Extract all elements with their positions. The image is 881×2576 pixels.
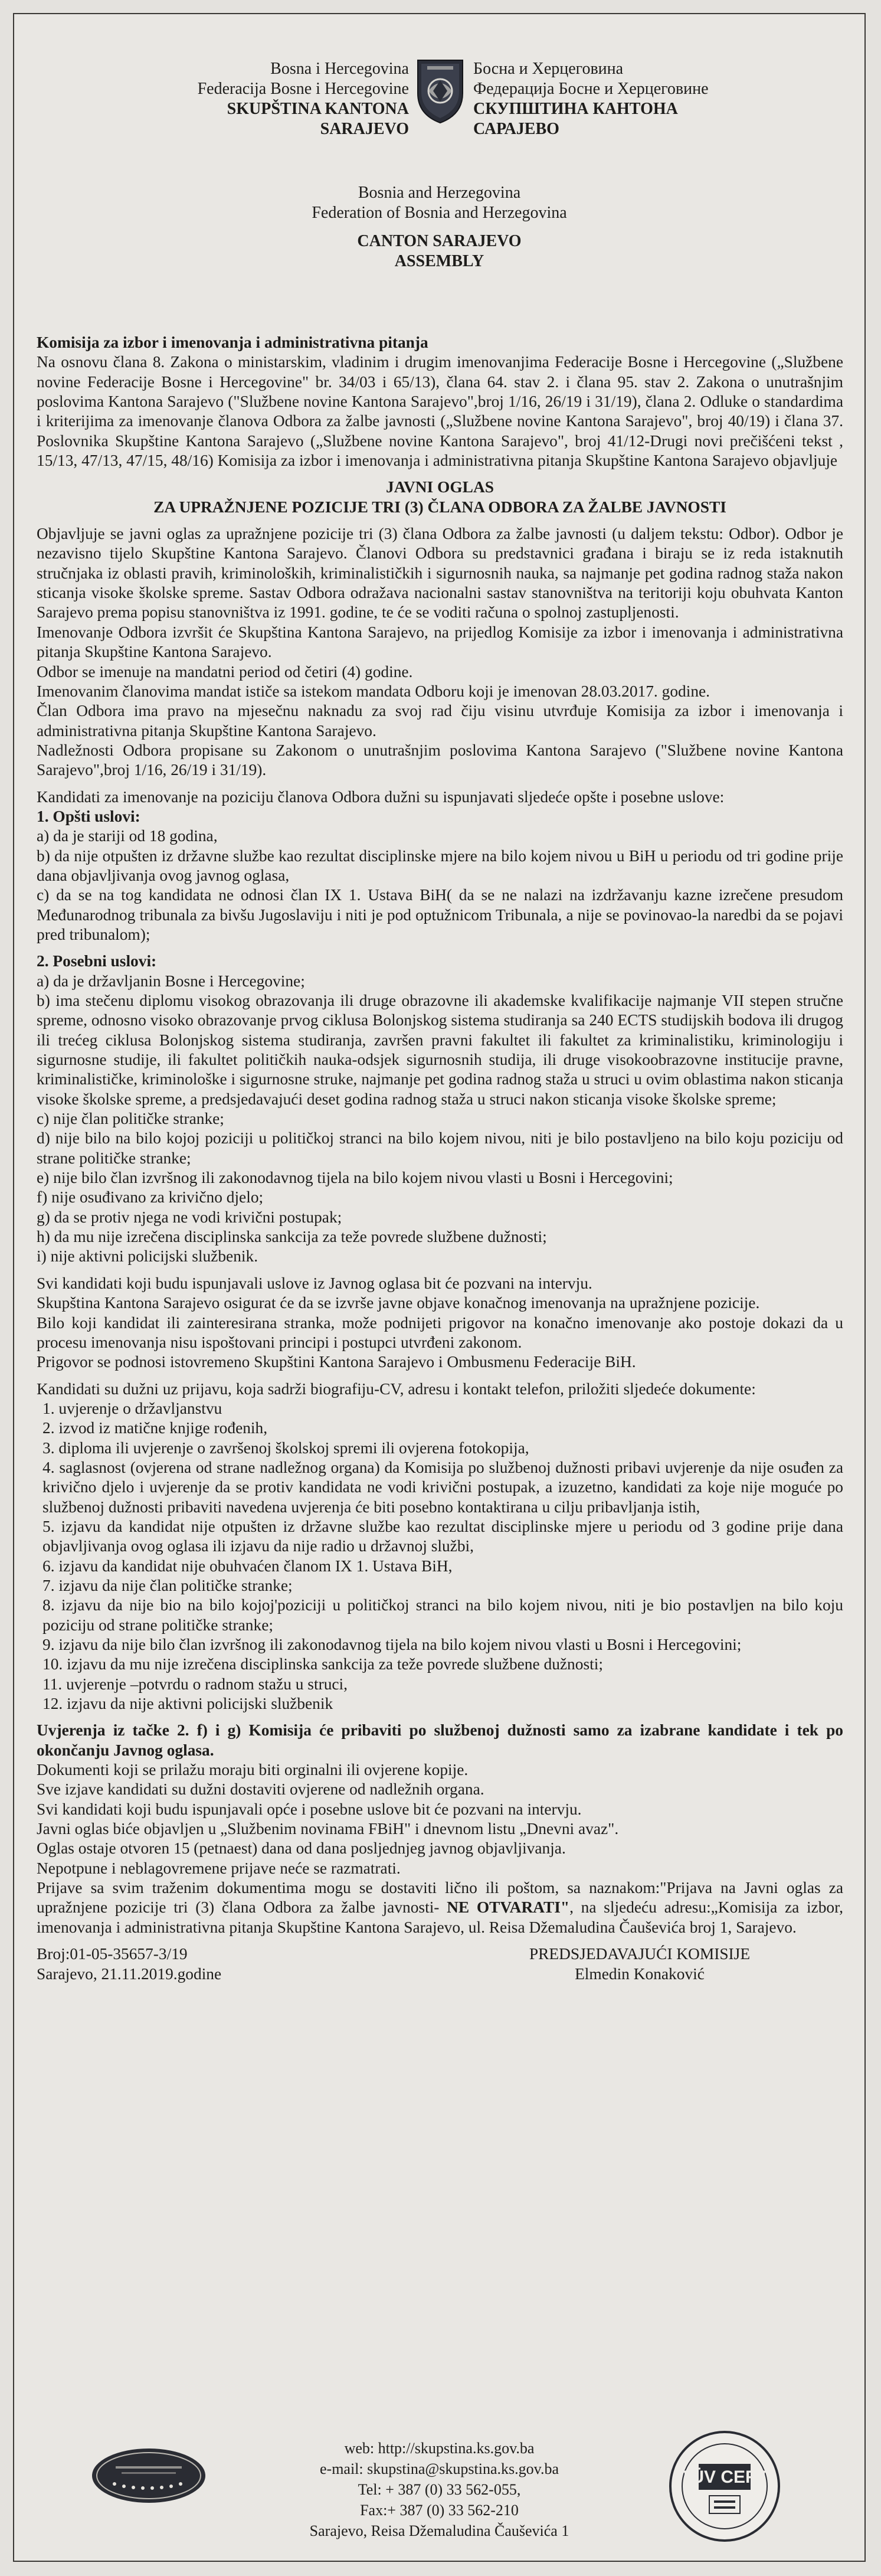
document-item: 9. izjavu da nije bilo član izvršnog ili zakonodavnog tijela na bilo kojem nivou vlasti u Bosni i Hercegovini; (42, 1636, 742, 1653)
do-not-open-notice: NE OTVARATI" (447, 1898, 570, 1917)
letterhead-cyrillic (473, 59, 709, 139)
legal-basis-paragraph: Na osnovu člana 8. Zakona o ministarskim, vladinim i drugim imenovanjima Federacije Bosne i Hercegovine („Službene novine Federacije Bosne i Hercegovine" br. 34/03 i 65/13), člana 64. stav 2. i člana 95. stav 2. Zakona o unutrašnjim poslovima Kantona Sarajevo ("Službene novine Kantona Sarajevo",broj 1/16, 26/19 i 31/19), člana 2. Odluke o standardima i kriterijima za imenovanje članova Odbora za žalbe javnosti („Službene novine Kantona Sarajevo", broj 40/19) i člana 37. Poslovnika Skupštine Kantona Sarajevo („Službene novine Kantona Sarajevo", broj 41/12-Drugi novi prečišćeni tekst , 15/13, 47/13, 47/15, 48/16) Komisija za izbor i imenovanja i administrativna pitanja Skupštine Kantona Sarajevo objavljuje (37, 353, 843, 470)
reference-number: Broj:01-05-35657-3/19 (37, 1945, 188, 1963)
email-link[interactable]: e-mail: skupstina@skupstina.ks.gov.ba (320, 2460, 559, 2477)
letterhead-line: Федерација Босне и Херцеговине (473, 80, 709, 98)
paragraph: Odbor se imenuje na mandatni period od četiri (4) godine. (37, 662, 413, 681)
letterhead-line: CANTON SARAJEVO (357, 232, 522, 250)
paragraph: Nadležnosti Odbora propisane su Zakonom o unutrašnjim poslovima Kantona Sarajevo ("Službene novine Kantona Sarajevo",broj 1/16, 26/19 i 31/19). (37, 741, 843, 779)
letterhead-line: Босна и Херцеговина (473, 60, 624, 78)
document-item: 8. izjavu da nije bio na bilo kojoj'poziciji u političkoj stranci na bilo kojem nivou, niti je bio postavljen na bilo koju poziciju od strane političke stranke; (42, 1596, 843, 1634)
document-item: 12. izjavu da nije aktivni policijski službenik (42, 1695, 333, 1713)
document-item: 11. uvjerenje –potvrdu o radnom stažu u struci, (42, 1675, 348, 1693)
letterhead-line: Bosna i Hercegovina (270, 60, 409, 78)
list-item: f) nije osuđivano za krivično djelo; (37, 1188, 264, 1207)
list-item: h) da mu nije izrečena disciplinska sankcija za teže povrede službene dužnosti; (37, 1228, 547, 1246)
announcement-subtitle: ZA UPRAŽNJENE POZICIJE TRI (3) ČLANA ODBORA ZA ŽALBE JAVNOSTI (153, 498, 726, 516)
documents-intro: Kandidati su dužni uz prijavu, koja sadrži biografiju-CV, adresu i kontakt telefon, priložiti sljedeće dokumente: (37, 1379, 756, 1398)
list-item: g) da se protiv njega ne vodi krivični postupak; (37, 1208, 342, 1226)
paragraph: Imenovanim članovima mandat ističe sa istekom mandata Odboru koji je imenovan 28.03.2017. godine. (37, 682, 710, 700)
document-item: 1. uvjerenje o državljanstvu (42, 1399, 222, 1417)
list-item: c) da se na tog kandidata ne odnosi član IX 1. Ustava BiH( da se ne nalazi na izdržavanju kazne izrečene presudom Međunarodnog tribunala za bivšu Jugoslaviju i niti je pod optužnicom Tribunala, a nije se povinovao-la naredbi da se pojavi pred tribunalom); (37, 886, 843, 943)
chair-title: PREDSJEDAVAJUĆI KOMISIJE (529, 1945, 751, 1963)
letterhead-line: Federation of Bosnia and Herzegovina (312, 204, 567, 222)
document-item: 3. diploma ili uvjerenje o završenoj školskoj spremi ili ovjerena fotokopija, (42, 1439, 529, 1457)
reference-block (37, 1944, 221, 1984)
letterhead-line: ASSEMBLY (394, 252, 484, 270)
document-item: 5. izjavu da kandidat nije otpušten iz državne službe kao rezultat disciplinske mjere u periodu od 3 godine prije dana objavljivanja ovog oglasa ili izjavu da nije radio u državnoj službi, (42, 1517, 843, 1555)
chair-name: Elmedin Konaković (575, 1964, 705, 1983)
signature-block (37, 1944, 843, 2027)
submission-text: Prijave sa svim traženim dokumentima mogu se dostaviti lično ili poštom, sa naznakom:"Prijava na Javni oglas za upražnjene pozicije tri (3) člana Odbora za žalbe javnosti- (37, 1879, 843, 1917)
coat-of-arms-icon (415, 58, 465, 124)
website-link[interactable]: web: http://skupstina.ks.gov.ba (344, 2440, 535, 2457)
letterhead-line: СКУПШТИНА КАНТОНА (473, 100, 678, 118)
paragraph: Objavljuje se javni oglas za upražnjene pozicije tri (3) člana Odbora za žalbe javnosti (u daljem tekstu: Odbor). Odbor je nezavisno tijelo Skupštine Kantona Sarajevo. Članovi Odbora su predstavnici građana i biraju se iz reda istaknutih stručnjaka iz oblasti pravih, kriminoloških, kriminalističkih i sigurnosnih nauka, sa najmanje pet godina radnog staža nakon sticanja visoke školske spreme. Sastav Odbora odražava nacionalni sastav stanovništva na teritoriji koju obuhvata Kanton Sarajevo prema popisu stanovništva iz 1991. godine, te će se voditi računa o spolnoj zastupljenosti. (37, 525, 843, 622)
list-item: a) da je stariji od 18 godina, (37, 827, 218, 845)
document-item: 6. izjavu da kandidat nije obuhvaćen članom IX 1. Ustava BiH, (42, 1557, 453, 1575)
submission-address: , na sljedeću adresu:„Komisija za izbor, imenovanja i administrativna pitanja Skupštine Kantona Sarajevo, ul. Reisa Džemaludina Čauševića broj 1, Sarajevo. (37, 1898, 843, 1936)
tuv-cert-badge-icon (668, 2430, 781, 2543)
chair-signature (516, 1944, 764, 1984)
paragraph: Svi kandidati koji budu ispunjavali uslove iz Javnog oglasa bit će pozvani na intervju. (37, 1274, 592, 1292)
letterhead-line: Federacija Bosne i Hercegovine (197, 80, 409, 98)
letterhead-latin (198, 59, 409, 139)
commission-name: Komisija za izbor i imenovanja i administrativna pitanja (37, 334, 428, 351)
list-item: d) nije bilo na bilo kojoj poziciji u političkoj stranci na bilo kojem nivou, niti je bilo postavljeno na bilo koju poziciju od strane političke stranke; (37, 1129, 843, 1167)
paragraph: Svi kandidati koji budu ispunjavali opće i posebne uslove bit će pozvani na intervju. (37, 1800, 582, 1818)
document-item: 2. izvod iz matične knjige rođenih, (42, 1419, 268, 1437)
general-conditions-heading: 1. Opšti uslovi: (37, 807, 140, 825)
letterhead-line: САРАЈЕВО (473, 120, 559, 138)
street-address: Sarajevo, Reisa Džemaludina Čauševića 1 (309, 2522, 569, 2539)
document-item: 10. izjavu da mu nije izrečena disciplinska sankcija za teže povrede službene dužnosti; (42, 1655, 603, 1673)
letterhead-line: Bosnia and Herzegovina (358, 184, 521, 202)
paragraph: Dokumenti koji se prilažu moraju biti orginalni ili ovjerene kopije. (37, 1761, 469, 1779)
announcement-body (37, 333, 843, 2027)
letterhead (14, 35, 864, 153)
list-item: i) nije aktivni policijski službenik. (37, 1247, 258, 1266)
phone-number: Tel: + 387 (0) 33 562-055, (358, 2481, 521, 2498)
footer (14, 2417, 864, 2558)
list-item: b) ima stečenu diplomu visokog obrazovanja ili druge obrazovne ili akademske kvalifikacije najmanje VII stepen stručne spreme, odnosno visoko obrazovanje prvog ciklusa Bolonjskog sistema studiranja sa 240 ECTS studijskih bodova ili drugog ili trećeg ciklusa Bolonjskog sistema studiranja, završen pravni fakultet ili fakultet za kriminalistiku, kriminologiju i sigurnosne studije, ili fakultet političkih nauka-odsjek sigurnosnih studija, ili druge visokoobrazovne institucije pravne, kriminalističke, kriminološke i sigurnosne struke, najmanje pet godina radnog staža u struci u ovim oblastima nakon sticanja visoke školske spreme, a predsjedavajući deset godina radnog staža u struci nakon sticanja visoke školske spreme; (37, 992, 843, 1108)
list-item: e) nije bilo član izvršnog ili zakonodavnog tijela na bilo kojem nivou vlasti u Bosni i Hercegovini; (37, 1169, 673, 1187)
letterhead-line: SARAJEVO (320, 120, 409, 138)
document-page (13, 13, 866, 2562)
fax-number: Fax:+ 387 (0) 33 562-210 (360, 2502, 519, 2519)
list-item: a) da je državljanin Bosne i Hercegovine; (37, 972, 305, 990)
list-item: b) da nije otpušten iz državne službe kao rezultat disciplinske mjere na bilo kojem nivou u BiH u periodu od tri godine prije dana objavljivanja ovog javnog oglasa, (37, 846, 843, 884)
paragraph: Oglas ostaje otvoren 15 (petnaest) dana od dana posljednjeg javnog objavljivanja. (37, 1839, 566, 1858)
paragraph: Imenovanje Odbora izvršit će Skupština Kantona Sarajevo, na prijedlog Komisije za izbor i imenovanja i administrativna pitanja Skupštine Kantona Sarajevo. (37, 623, 843, 661)
paragraph: Skupština Kantona Sarajevo osigurat će da se izvrše javne objave konačnog imenovanja na upražnjene pozicije. (37, 1294, 760, 1312)
announcement-title: JAVNI OGLAS (386, 478, 494, 496)
submission-instructions (37, 1878, 843, 1937)
paragraph: Javni oglas biće objavljen u „Službenim novinama FBiH" i dnevnom listu „Dnevni avaz". (37, 1820, 619, 1838)
conditions-intro: Kandidati za imenovanje na poziciju članova Odbora dužni su ispunjavati sljedeće opšte i posebne uslove: (37, 787, 725, 806)
document-item: 7. izjavu da nije član političke stranke; (42, 1576, 293, 1594)
paragraph: Bilo koji kandidat ili zainteresirana stranka, može podnijeti prigovor na konačno imenovanje ako postoje dokazi da u procesu imenovanja nisu ispoštovani principi i postupci utvrđeni zakonom. (37, 1313, 843, 1351)
letterhead-line: SKUPŠTINA KANTONA (227, 100, 409, 118)
paragraph: Prigovor se podnosi istovremeno Skupštini Kantona Sarajevo i Ombusmenu Federacije BiH. (37, 1353, 636, 1371)
date-place: Sarajevo, 21.11.2019.godine (37, 1964, 222, 1983)
document-item: 4. saglasnost (ovjerena od strane nadležnog organa) da Komisija po službenoj dužnosti pribavi uvjerenje da nije osuđen za krivično djelo i uvjerenje da se protiv kandidata ne vodi krivični postupak, a izuzetno, kandidati za koje nije moguće po službenoj dužnosti pribaviti navedena uvjerenja će biti posebno kontaktirana u cilju pribavljanja istih, (42, 1458, 843, 1516)
paragraph: Sve izjave kandidati su dužni dostaviti ovjerene od nadležnih organa. (37, 1780, 484, 1799)
paragraph: Nepotpune i neblagovremene prijave neće se razmatrati. (37, 1859, 401, 1877)
special-conditions-heading: 2. Posebni uslovi: (37, 952, 157, 970)
letterhead-english (14, 183, 864, 272)
paragraph: Član Odbora ima pravo na mjesečnu naknadu za svoj rad čiju visinu utvrđuje Komisija za izbor i imenovanja i administrativna pitanja Skupštine Kantona Sarajevo. (37, 702, 843, 740)
badge-text: TÜV CERT (680, 2467, 769, 2487)
certificates-note: Uvjerenja iz tačke 2. f) i g) Komisija će pribaviti po službenoj dužnosti samo za izabrane kandidate i tek po okončanju Javnog oglasa. (37, 1721, 843, 1759)
list-item: c) nije član političke stranke; (37, 1110, 224, 1128)
